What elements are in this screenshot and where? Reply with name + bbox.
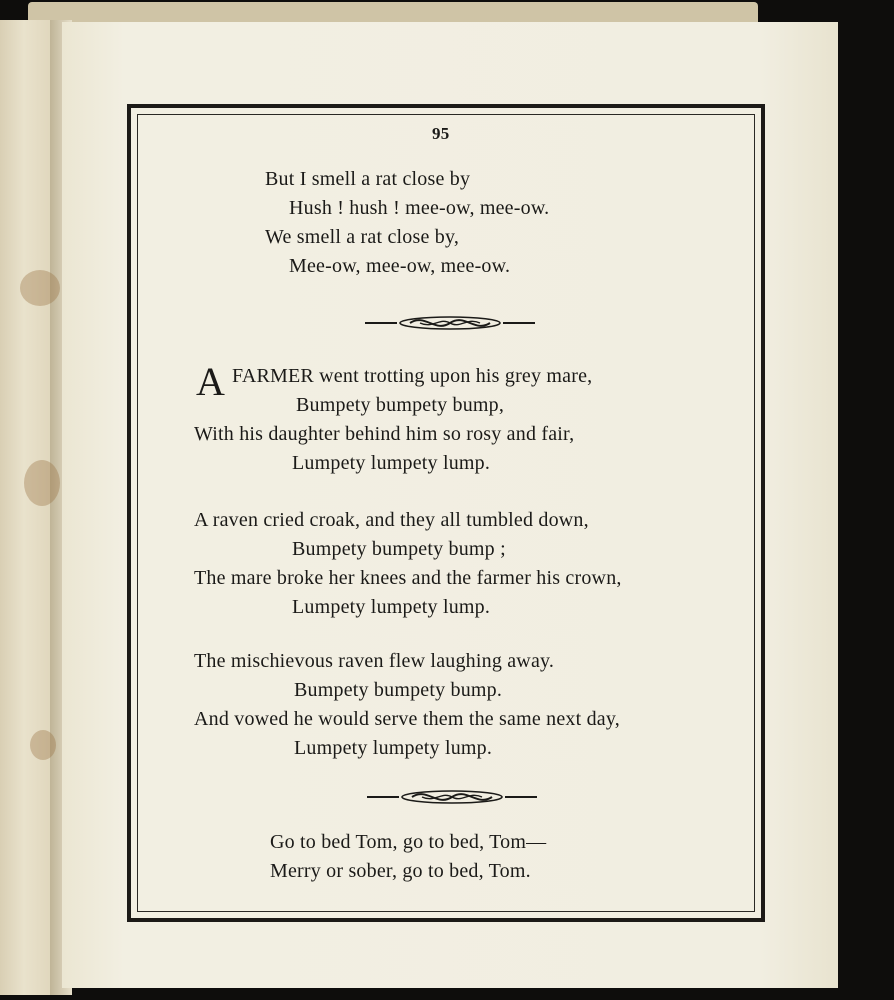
- drop-cap: A: [196, 359, 225, 404]
- poem-line: Lumpety lumpety lump.: [292, 596, 491, 618]
- page-stain: [30, 730, 56, 760]
- poem-line: Bumpety bumpety bump ;: [292, 538, 506, 560]
- poem-line: Go to bed Tom, go to bed, Tom—: [270, 831, 547, 853]
- poem-line: With his daughter behind him so rosy and fair,: [194, 423, 575, 445]
- poem-line: Mee-ow, mee-ow, mee-ow.: [289, 255, 511, 277]
- poem-line: Bumpety bumpety bump,: [296, 394, 505, 416]
- poem-line: We smell a rat close by,: [265, 226, 460, 248]
- poem-line: Merry or sober, go to bed, Tom.: [270, 860, 531, 882]
- page-stain: [20, 270, 60, 306]
- ornament-divider: [365, 313, 535, 333]
- poem-line: Lumpety lumpety lump.: [292, 452, 491, 474]
- poem-line: And vowed he would serve them the same next day,: [194, 708, 620, 730]
- page-number: 95: [432, 124, 450, 143]
- poem-line: Lumpety lumpety lump.: [294, 737, 493, 759]
- poem-line: A raven cried croak, and they all tumbled down,: [194, 509, 589, 531]
- poem-line: The mare broke her knees and the farmer his crown,: [194, 567, 622, 589]
- poem-line: FARMER went trotting upon his grey mare,: [232, 365, 593, 387]
- page-stain: [24, 460, 60, 506]
- poem-line: The mischievous raven flew laughing away.: [194, 650, 555, 672]
- ornament-divider: [367, 787, 537, 807]
- poem-line: Bumpety bumpety bump.: [294, 679, 503, 701]
- poem-line: Hush ! hush ! mee-ow, mee-ow.: [289, 197, 550, 219]
- poem-line: But I smell a rat close by: [265, 168, 471, 190]
